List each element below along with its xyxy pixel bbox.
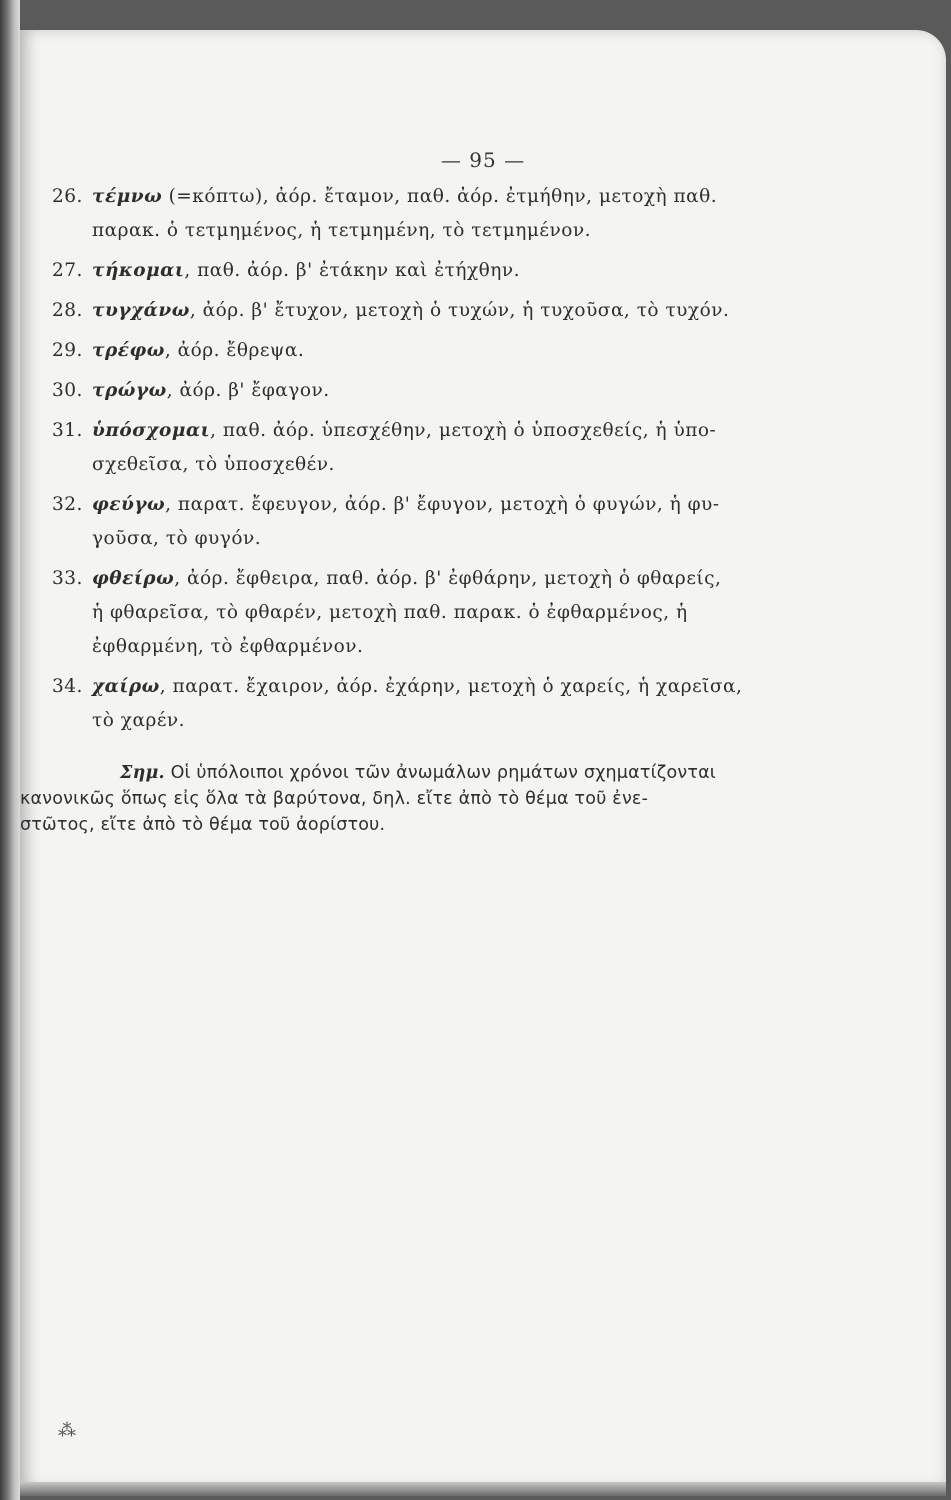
entry-number: 26. <box>52 186 83 207</box>
entry-text: , παρατ. ἔχαιρον, ἀόρ. ἐχάρην, μετοχὴ ὁ χαρείς, ἡ χαρεῖσα, <box>159 676 743 697</box>
entry-verb: ὑπόσχομαι <box>92 420 211 441</box>
entry-text: ἐφθαρμένη, τὸ ἐφθαρμένον. <box>92 636 364 657</box>
entry-text: , ἀόρ. ἔθρεψα. <box>164 340 305 361</box>
entry-text: σχεθεῖσα, τὸ ὑποσχεθέν. <box>92 454 335 475</box>
page-number: — 95 — <box>440 148 526 172</box>
entry-text: γοῦσα, τὸ φυγόν. <box>92 528 262 549</box>
verb-entry-27 <box>52 254 922 288</box>
entry-text: τὸ χαρέν. <box>92 710 186 731</box>
entry-text: , παθ. ἀόρ. β' ἐτάκην καὶ ἐτήχθην. <box>184 260 521 281</box>
page-bottom-edge <box>20 1482 946 1496</box>
verb-entry-34 <box>52 670 922 738</box>
note-text: κανονικῶς ὅπως εἰς ὅλα τὰ βαρύτονα, δηλ. εἴτε ἀπὸ τὸ θέμα τοῦ ἐνε- <box>20 789 649 809</box>
entry-verb: φεύγω <box>92 494 166 515</box>
entry-text: , ἀόρ. β' ἔτυχον, μετοχὴ ὁ τυχών, ἡ τυχοῦσα, τὸ τυχόν. <box>189 300 730 321</box>
entry-verb: τέμνω <box>92 186 163 207</box>
entry-verb: χαίρω <box>92 676 160 697</box>
entry-text: (=κόπτω), ἀόρ. ἔταμον, παθ. ἀόρ. ἐτμήθην, μετοχὴ παθ. <box>168 186 718 207</box>
entry-text: , παρατ. ἔφευγον, ἀόρ. β' ἔφυγον, μετοχὴ ὁ φυγών, ἡ φυ- <box>165 494 720 515</box>
book-binding <box>0 0 20 1500</box>
entry-text: , ἀόρ. β' ἔφαγον. <box>166 380 330 401</box>
book-page <box>20 30 946 1496</box>
entry-number: 27. <box>52 260 83 281</box>
verb-entry-30 <box>52 374 922 408</box>
verb-entry-28 <box>52 294 922 328</box>
entry-text: , παθ. ἀόρ. ὑπεσχέθην, μετοχὴ ὁ ὑποσχεθείς, ἡ ὑπο- <box>210 420 717 441</box>
verb-entry-31 <box>52 414 922 482</box>
entry-number: 30. <box>52 380 83 401</box>
entry-verb: φθείρω <box>92 568 175 589</box>
note-text: στῶτος, εἴτε ἀπὸ τὸ θέμα τοῦ ἀορίστου. <box>20 815 386 835</box>
verb-entry-33 <box>52 562 922 664</box>
verb-list <box>52 180 922 744</box>
entry-verb: τήκομαι <box>92 260 185 281</box>
entry-text: ἡ φθαρεῖσα, τὸ φθαρέν, μετοχὴ παθ. παρακ. ὁ ἐφθαρμένος, ἡ <box>92 602 688 623</box>
entry-number: 31. <box>52 420 83 441</box>
entry-number: 33. <box>52 568 83 589</box>
verb-entry-29 <box>52 334 922 368</box>
entry-verb: τρώγω <box>92 380 167 401</box>
entry-number: 32. <box>52 494 83 515</box>
entry-number: 34. <box>52 676 83 697</box>
verb-entry-26 <box>52 180 922 248</box>
note-label: Σημ. <box>120 763 165 783</box>
note-paragraph <box>20 760 900 838</box>
entry-verb: τρέφω <box>92 340 165 361</box>
ink-mark: ⁂ <box>58 1420 76 1441</box>
verb-entry-32 <box>52 488 922 556</box>
entry-number: 29. <box>52 340 83 361</box>
note-text: Οἱ ὑπόλοιποι χρόνοι τῶν ἀνωμάλων ρημάτων σχηματίζονται <box>164 763 716 783</box>
entry-text: παρακ. ὁ τετμημένος, ἡ τετμημένη, τὸ τετμημένον. <box>92 220 591 241</box>
entry-number: 28. <box>52 300 83 321</box>
entry-verb: τυγχάνω <box>92 300 190 321</box>
entry-text: , ἀόρ. ἔφθειρα, παθ. ἀόρ. β' ἐφθάρην, μετοχὴ ὁ φθαρείς, <box>174 568 722 589</box>
